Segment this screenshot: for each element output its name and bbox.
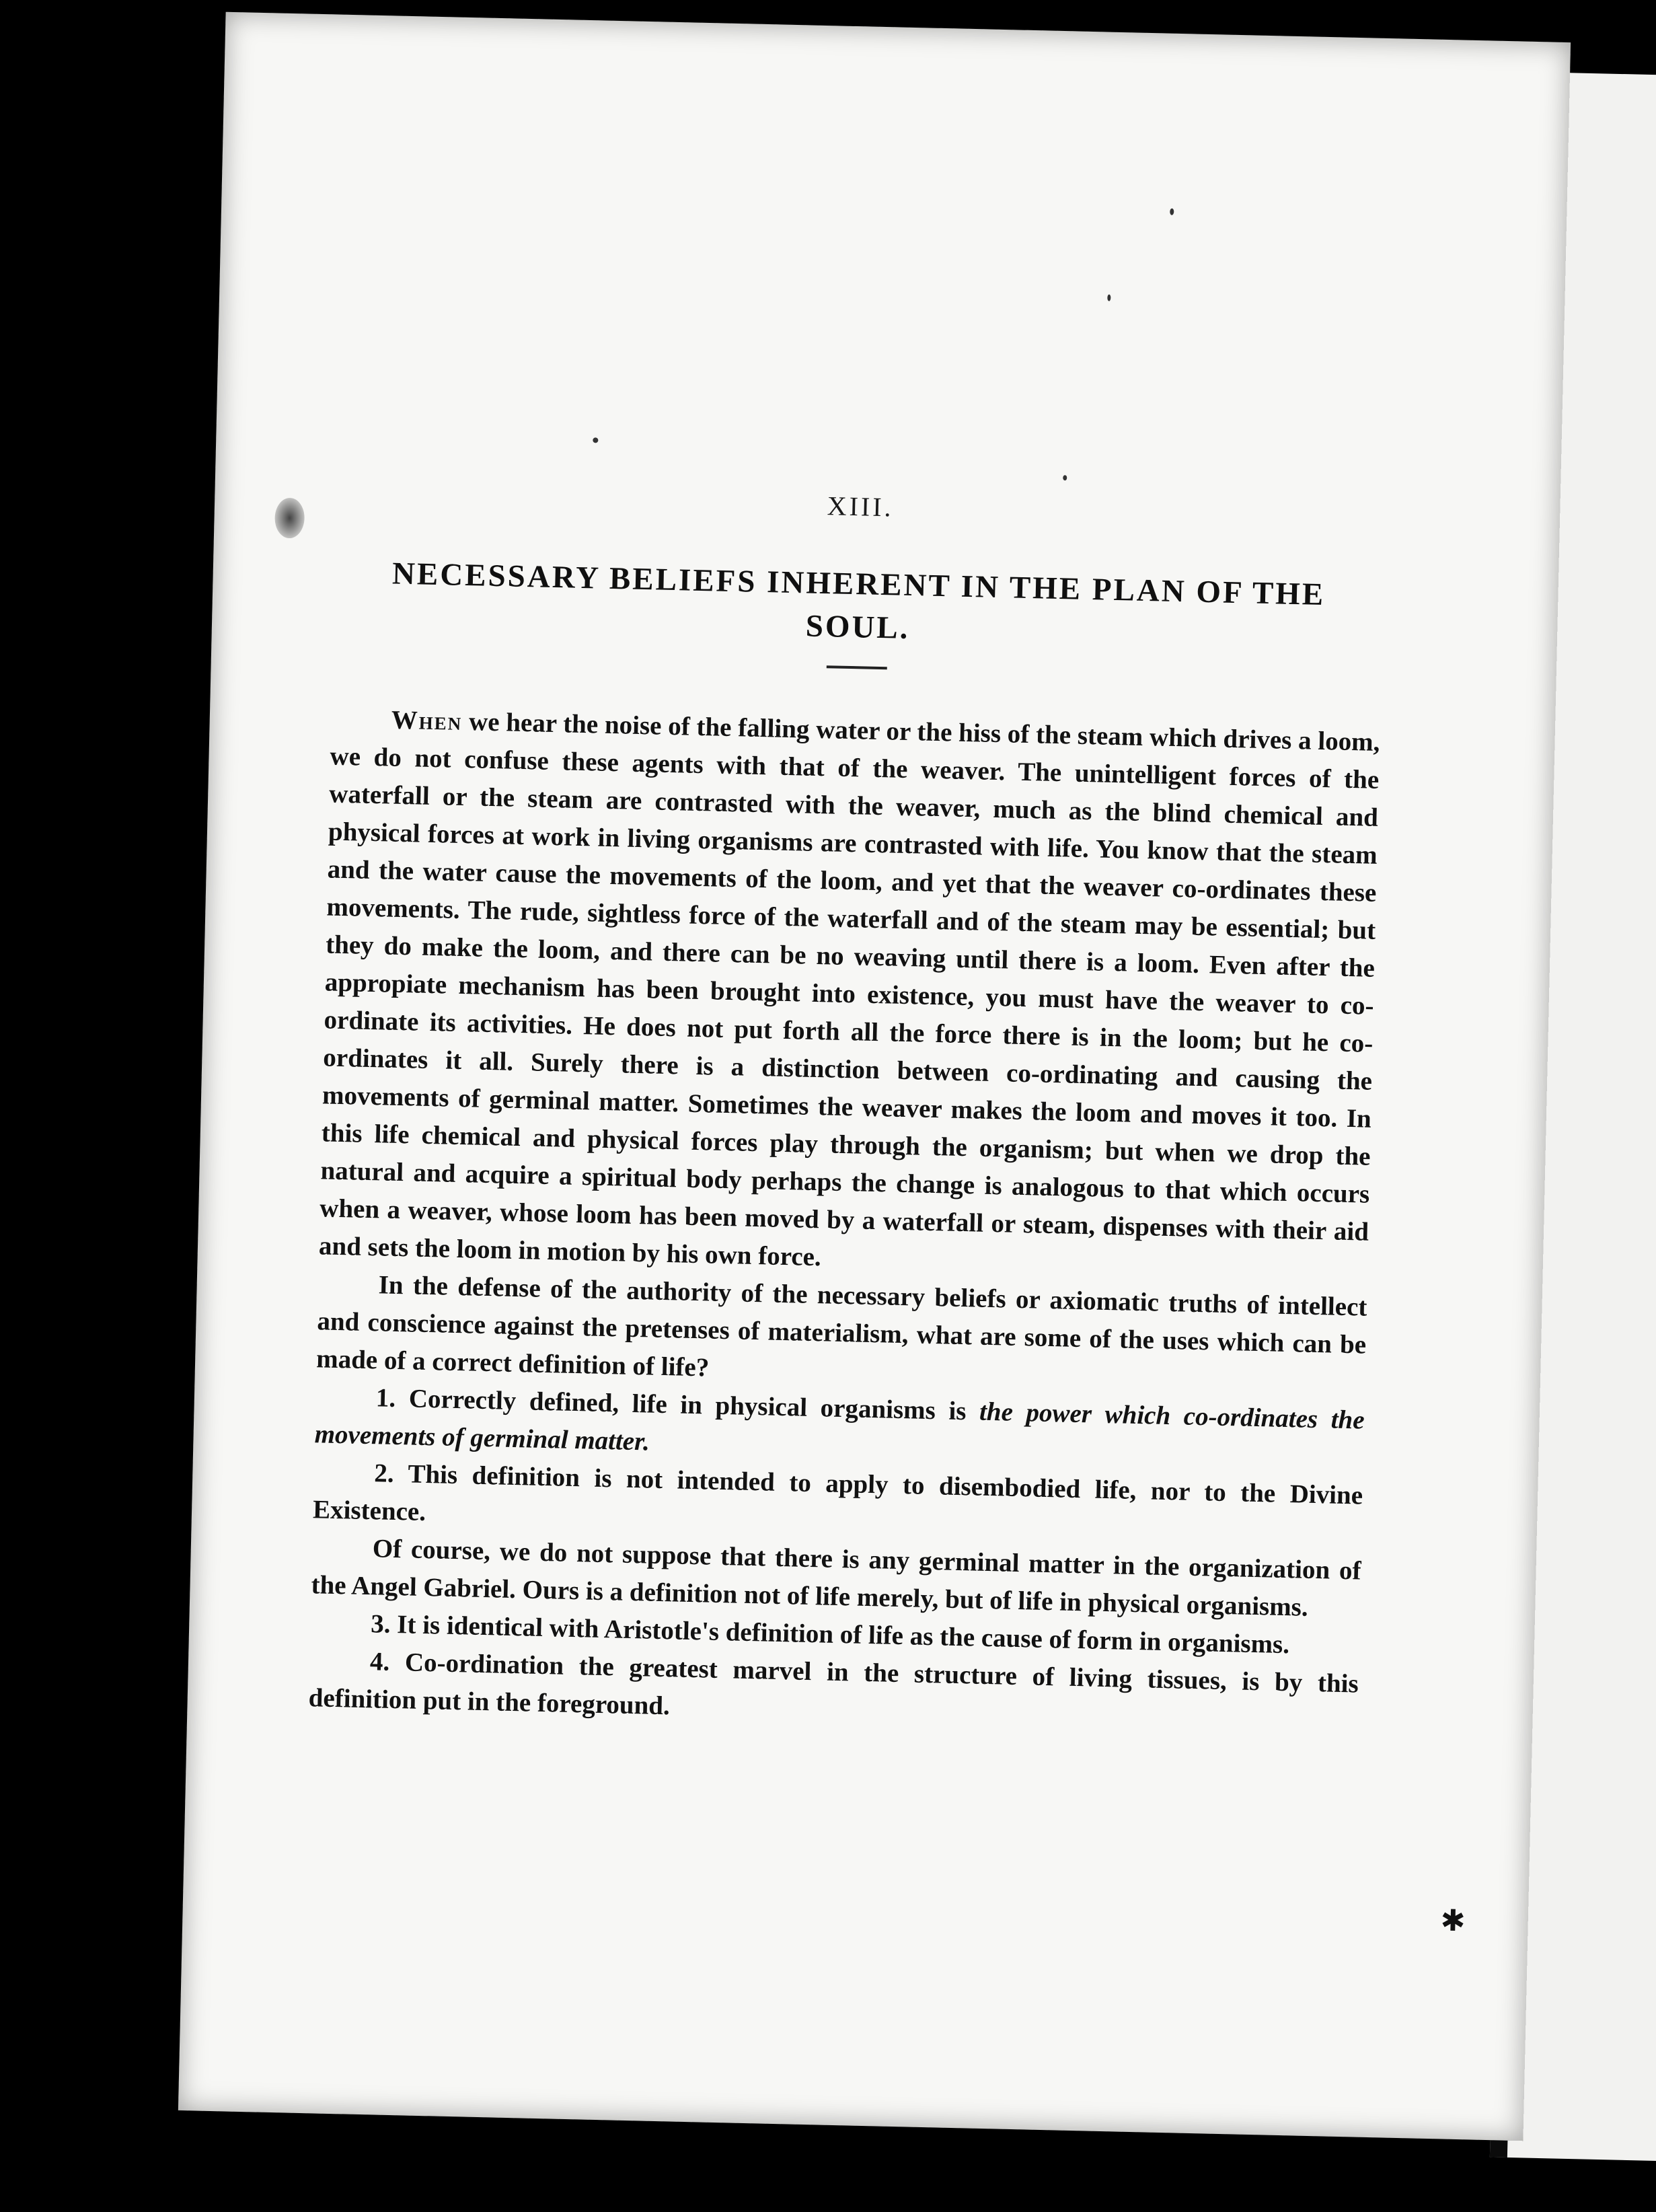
- list-item-4: 4. Co-ordination the greatest marvel in the structure of living tissues, is by this definition put in the foreground.: [308, 1647, 1359, 1721]
- page-content: [308, 479, 1385, 1741]
- chapter-number: XIII.: [827, 490, 895, 523]
- list-item-1-emphasis: the power which co-ordinates the movements of germinal matter.: [314, 1397, 1365, 1457]
- speck: [593, 437, 598, 443]
- speck: [1063, 475, 1067, 480]
- drop-word: When: [391, 705, 463, 736]
- list-item-1-text: 1. Correctly defined, life in physical organisms is: [375, 1383, 980, 1426]
- title-rule: [827, 665, 887, 669]
- paragraph-1-text: we hear the noise of the falling water or the hiss of the steam which drives a loom, we do not confuse these agents with that of the weaver. The unintelligent forces of the waterfall or the steam are contrasted with the weaver, much as the blind chemical and physical forces at work in living organisms are contrasted with life. You know that the steam and the water cause the movements of the loom, and yet that the weaver co-ordinates these movements. The rude, sightless force of the waterfall and of the steam may be essential; but they do make the loom, and there can be no weaving until there is a loom. Even after the appropiate mechanism has been brought into existence, you must have the weaver to co-ordinate its activities. He does not put forth all the force there is in the loom; but he co-ordinates it all. Surely there is a distinction between co-ordinating and causing the movements of germinal matter. Sometimes the weaver makes the loom and moves it too. In this life chemical and physical forces play through the organism; but when we drop the natural and acquire a spiritual body perhaps the change is analogous to that which occurs when a weaver, whose loom has been moved by a waterfall or steam, dispenses with their aid and sets the loom in motion by his own force.: [318, 706, 1380, 1272]
- speck: [1170, 209, 1174, 215]
- ink-blot: [274, 498, 305, 539]
- paragraph-2: In the defense of the authority of the necessary beliefs or axiomatic truths of intellect and conscience against the pretenses of materialism, what are some of the uses which can be made of a correct definition of life?: [315, 1270, 1367, 1382]
- paragraph-1: [318, 700, 1380, 1289]
- list-item-3: 3. It is identical with Aristotle's definition of life as the cause of form in organisms.: [370, 1609, 1290, 1660]
- asterisk-mark-icon: ✱: [1440, 1903, 1466, 1939]
- chapter-title-line1: NECESSARY BELIEFS INHERENT IN THE PLAN OF THE: [391, 556, 1326, 613]
- speck: [1107, 295, 1111, 301]
- chapter-title: [333, 551, 1384, 661]
- list-item-2: 2. This definition is not intended to apply to disembodied life, nor to the Divine Existence.: [312, 1459, 1363, 1527]
- paragraph-3: Of course, we do not suppose that there is any germinal matter in the organization of the Angel Gabriel. Ours is a definition not of life merely, but of life in physical organisms.: [311, 1534, 1361, 1622]
- book-page: [178, 12, 1571, 2141]
- chapter-title-line2: SOUL.: [805, 608, 911, 647]
